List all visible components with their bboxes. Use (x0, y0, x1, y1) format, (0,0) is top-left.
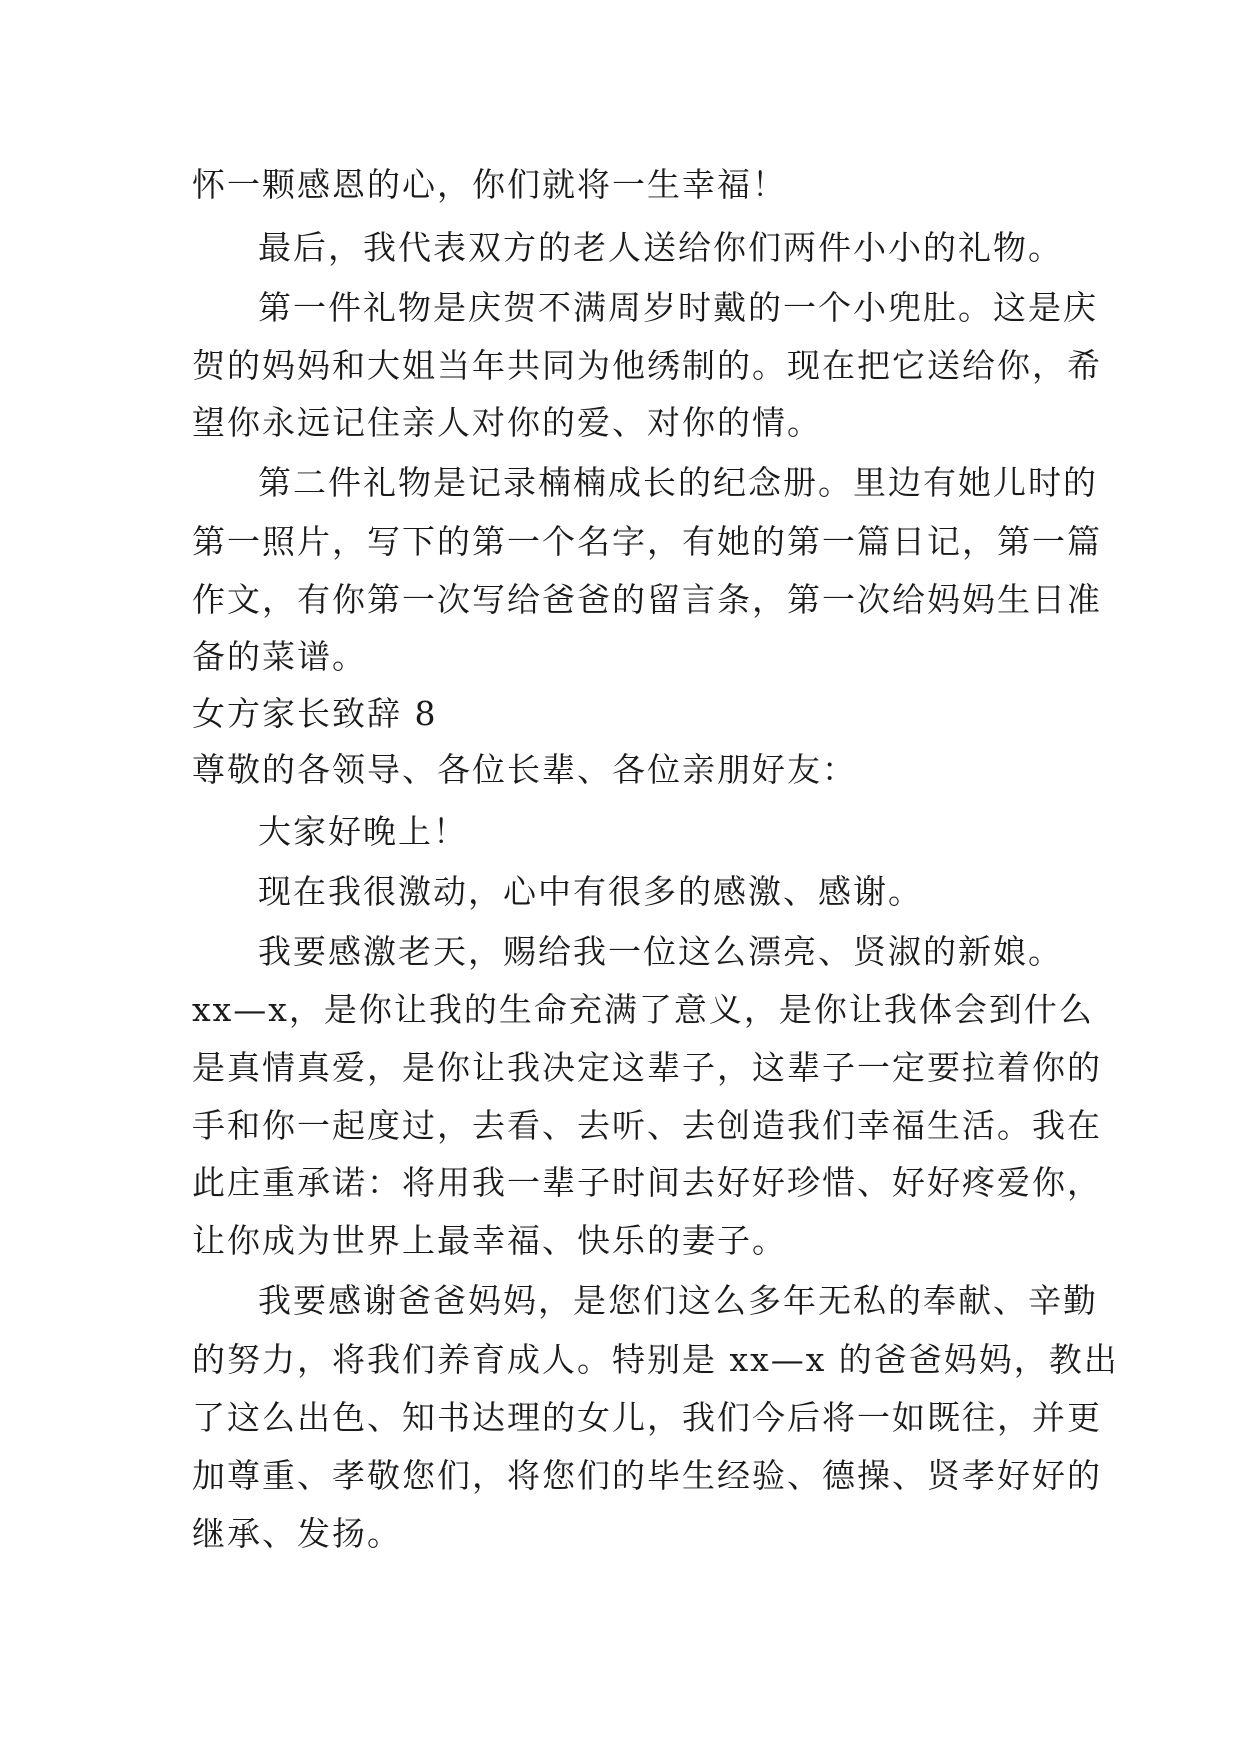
salutation: 尊敬的各领导、各位长辈、各位亲朋好友： (192, 750, 857, 789)
text-line: 此庄重承诺：将用我一辈子时间去好好珍惜、好好疼爱你， (192, 1163, 1102, 1202)
text-line: 贺的妈妈和大姐当年共同为他绣制的。现在把它送给你，希 (192, 346, 1102, 385)
text-line: 让你成为世界上最幸福、快乐的妻子。 (192, 1221, 787, 1260)
section-heading: 女方家长致辞 8 (192, 694, 438, 733)
text-line: 是真情真爱，是你让我决定这辈子，这辈子一定要拉着你的 (192, 1048, 1102, 1087)
text-line: 第一照片，写下的第一个名字，有她的第一篇日记，第一篇 (192, 522, 1102, 561)
text-line: 第二件礼物是记录楠楠成长的纪念册。里边有她儿时的 (258, 463, 1098, 502)
text-line: 望你永远记住亲人对你的爱、对你的情。 (192, 403, 822, 442)
text-line: 我要感激老天，赐给我一位这么漂亮、贤淑的新娘。 (258, 932, 1063, 971)
text-line: xx—x，是你让我的生命充满了意义，是你让我体会到什么 (192, 990, 1094, 1029)
text-line: 现在我很激动，心中有很多的感激、感谢。 (258, 872, 923, 911)
text-line: 作文，有你第一次写给爸爸的留言条，第一次给妈妈生日准 (192, 580, 1102, 619)
text-line: 备的菜谱。 (192, 637, 367, 676)
text-line: 最后，我代表双方的老人送给你们两件小小的礼物。 (258, 228, 1063, 267)
text-line: 继承、发扬。 (192, 1514, 402, 1553)
text-line: 的努力，将我们养育成人。特别是 xx—x 的爸爸妈妈，教出 (192, 1340, 1119, 1379)
text-line: 我要感谢爸爸妈妈，是您们这么多年无私的奉献、辛勤 (258, 1281, 1098, 1320)
text-line: 怀一颗感恩的心，你们就将一生幸福！ (192, 165, 787, 204)
text-line: 第一件礼物是庆贺不满周岁时戴的一个小兜肚。这是庆 (258, 288, 1098, 327)
text-line: 手和你一起度过，去看、去听、去创造我们幸福生活。我在 (192, 1106, 1102, 1145)
text-line: 了这么出色、知书达理的女儿，我们今后将一如既往，并更 (192, 1398, 1102, 1437)
text-line: 加尊重、孝敬您们，将您们的毕生经验、德操、贤孝好好的 (192, 1456, 1102, 1495)
text-line: 大家好晚上！ (258, 812, 468, 851)
